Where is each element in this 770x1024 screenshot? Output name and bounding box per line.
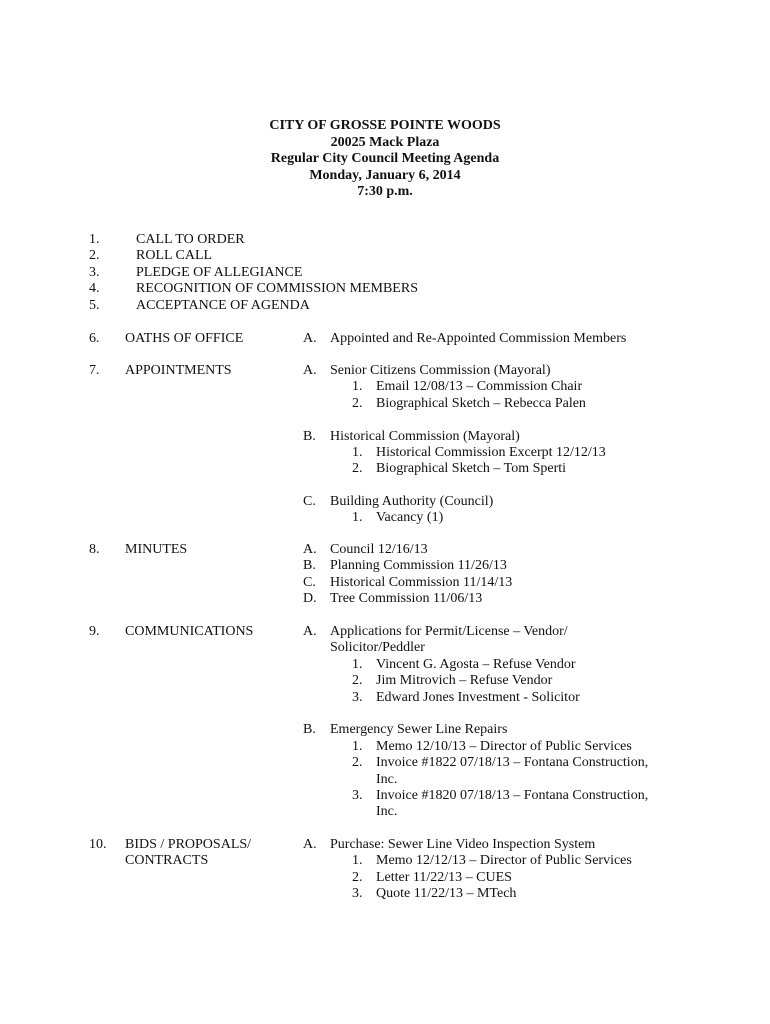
agenda-item-title: CALL TO ORDER [136,232,245,247]
sub-item-letter: A. [303,624,317,639]
agenda-item-title: OATHS OF OFFICE [125,331,244,346]
sub-item-letter: B. [303,722,316,738]
sub-list-number: 2. [352,461,363,477]
sub-item-letter: A. [303,837,317,852]
sub-item-letter: A. [303,542,317,557]
sub-list-number: 2. [352,395,363,411]
sub-item-text: Appointed and Re-Appointed Commission Members [330,331,627,346]
sub-item-letter: D. [303,591,317,607]
sub-list-number: 1. [352,738,363,754]
agenda-item-number: 3. [89,264,100,280]
agenda-item-title: MINUTES [125,542,188,557]
sub-item-text: Solicitor/Peddler [330,640,425,656]
agenda-item-number: 5. [89,297,100,313]
agenda-item-title: COMMUNICATIONS [125,624,254,639]
meeting-date: Monday, January 6, 2014 [309,167,461,183]
agenda-item-title: PLEDGE OF ALLEGIANCE [136,264,303,280]
sub-item-text: Building Authority (Council) [330,494,494,509]
sub-list-number: 2. [352,673,363,689]
address: 20025 Mack Plaza [330,134,440,150]
sub-item-text: Tree Commission 11/06/13 [330,591,483,607]
sub-list-number: 3. [352,886,363,902]
sub-list-number: 1. [352,853,363,869]
sub-list-text: Vincent G. Agosta – Refuse Vendor [376,656,576,672]
sub-item-letter: A. [303,331,317,346]
sub-list-text: Vacancy (1) [376,510,444,526]
agenda-item-number: 2. [89,248,100,264]
agenda-item-number: 4. [89,281,100,297]
agenda-item-title: RECOGNITION OF COMMISSION MEMBERS [136,281,418,297]
agenda-item-number: 9. [89,624,100,639]
agenda-header [0,118,770,201]
meeting-title: Regular City Council Meeting Agenda [270,151,500,166]
agenda-item-number: 6. [89,331,100,346]
sub-item-letter: A. [303,363,317,378]
sub-list-number: 1. [352,444,363,460]
agenda-item-number: 1. [89,232,100,247]
agenda-item-title: ACCEPTANCE OF AGENDA [136,297,310,313]
sub-list-text: Invoice #1820 07/18/13 – Fontana Construction, [376,787,649,803]
agenda-item-number: 8. [89,542,100,557]
sub-list-text: Inc. [376,771,398,787]
sub-list-text: Quote 11/22/13 – MTech [376,886,517,902]
sub-list-text: Edward Jones Investment - Solicitor [376,689,580,705]
sub-item-text: Senior Citizens Commission (Mayoral) [330,363,551,378]
sub-list-text: Letter 11/22/13 – CUES [376,869,512,885]
sub-item-letter: C. [303,574,316,590]
agenda-item-number: 7. [89,363,100,378]
sub-list-number: 3. [352,787,363,803]
sub-list-number: 1. [352,510,363,526]
sub-item-letter: B. [303,558,316,574]
sub-item-text: Applications for Permit/License – Vendor/ [330,624,568,639]
sub-item-text: Planning Commission 11/26/13 [330,558,507,574]
agenda-item-title: CONTRACTS [125,853,209,869]
city-name: CITY OF GROSSE POINTE WOODS [269,118,501,133]
sub-item-text: Purchase: Sewer Line Video Inspection System [330,837,596,852]
sub-item-text: Council 12/16/13 [330,542,428,557]
sub-item-letter: C. [303,494,316,509]
agenda-item-title: ROLL CALL [136,248,213,264]
sub-item-text: Historical Commission 11/14/13 [330,574,513,590]
sub-list-text: Invoice #1822 07/18/13 – Fontana Construction, [376,755,649,771]
sub-list-number: 3. [352,689,363,705]
sub-list-text: Jim Mitrovich – Refuse Vendor [376,673,553,689]
sub-list-text: Memo 12/10/13 – Director of Public Services [376,738,632,754]
sub-list-number: 1. [352,656,363,672]
sub-list-text: Historical Commission Excerpt 12/12/13 [376,444,606,460]
sub-list-number: 2. [352,755,363,771]
sub-list-text: Inc. [376,804,398,820]
sub-item-text: Historical Commission (Mayoral) [330,428,520,444]
agenda-item-title: APPOINTMENTS [125,363,232,378]
sub-list-text: Biographical Sketch – Rebecca Palen [376,395,586,411]
sub-item-letter: B. [303,428,316,444]
sub-item-text: Emergency Sewer Line Repairs [330,722,508,738]
sub-list-text: Memo 12/12/13 – Director of Public Services [376,853,632,869]
agenda-item-number: 10. [89,837,107,852]
sub-list-number: 1. [352,379,363,395]
meeting-time: 7:30 p.m. [357,184,413,199]
sub-list-text: Email 12/08/13 – Commission Chair [376,379,583,395]
sub-list-text: Biographical Sketch – Tom Sperti [376,461,567,477]
agenda-item-title: BIDS / PROPOSALS/ [125,837,252,852]
sub-list-number: 2. [352,869,363,885]
